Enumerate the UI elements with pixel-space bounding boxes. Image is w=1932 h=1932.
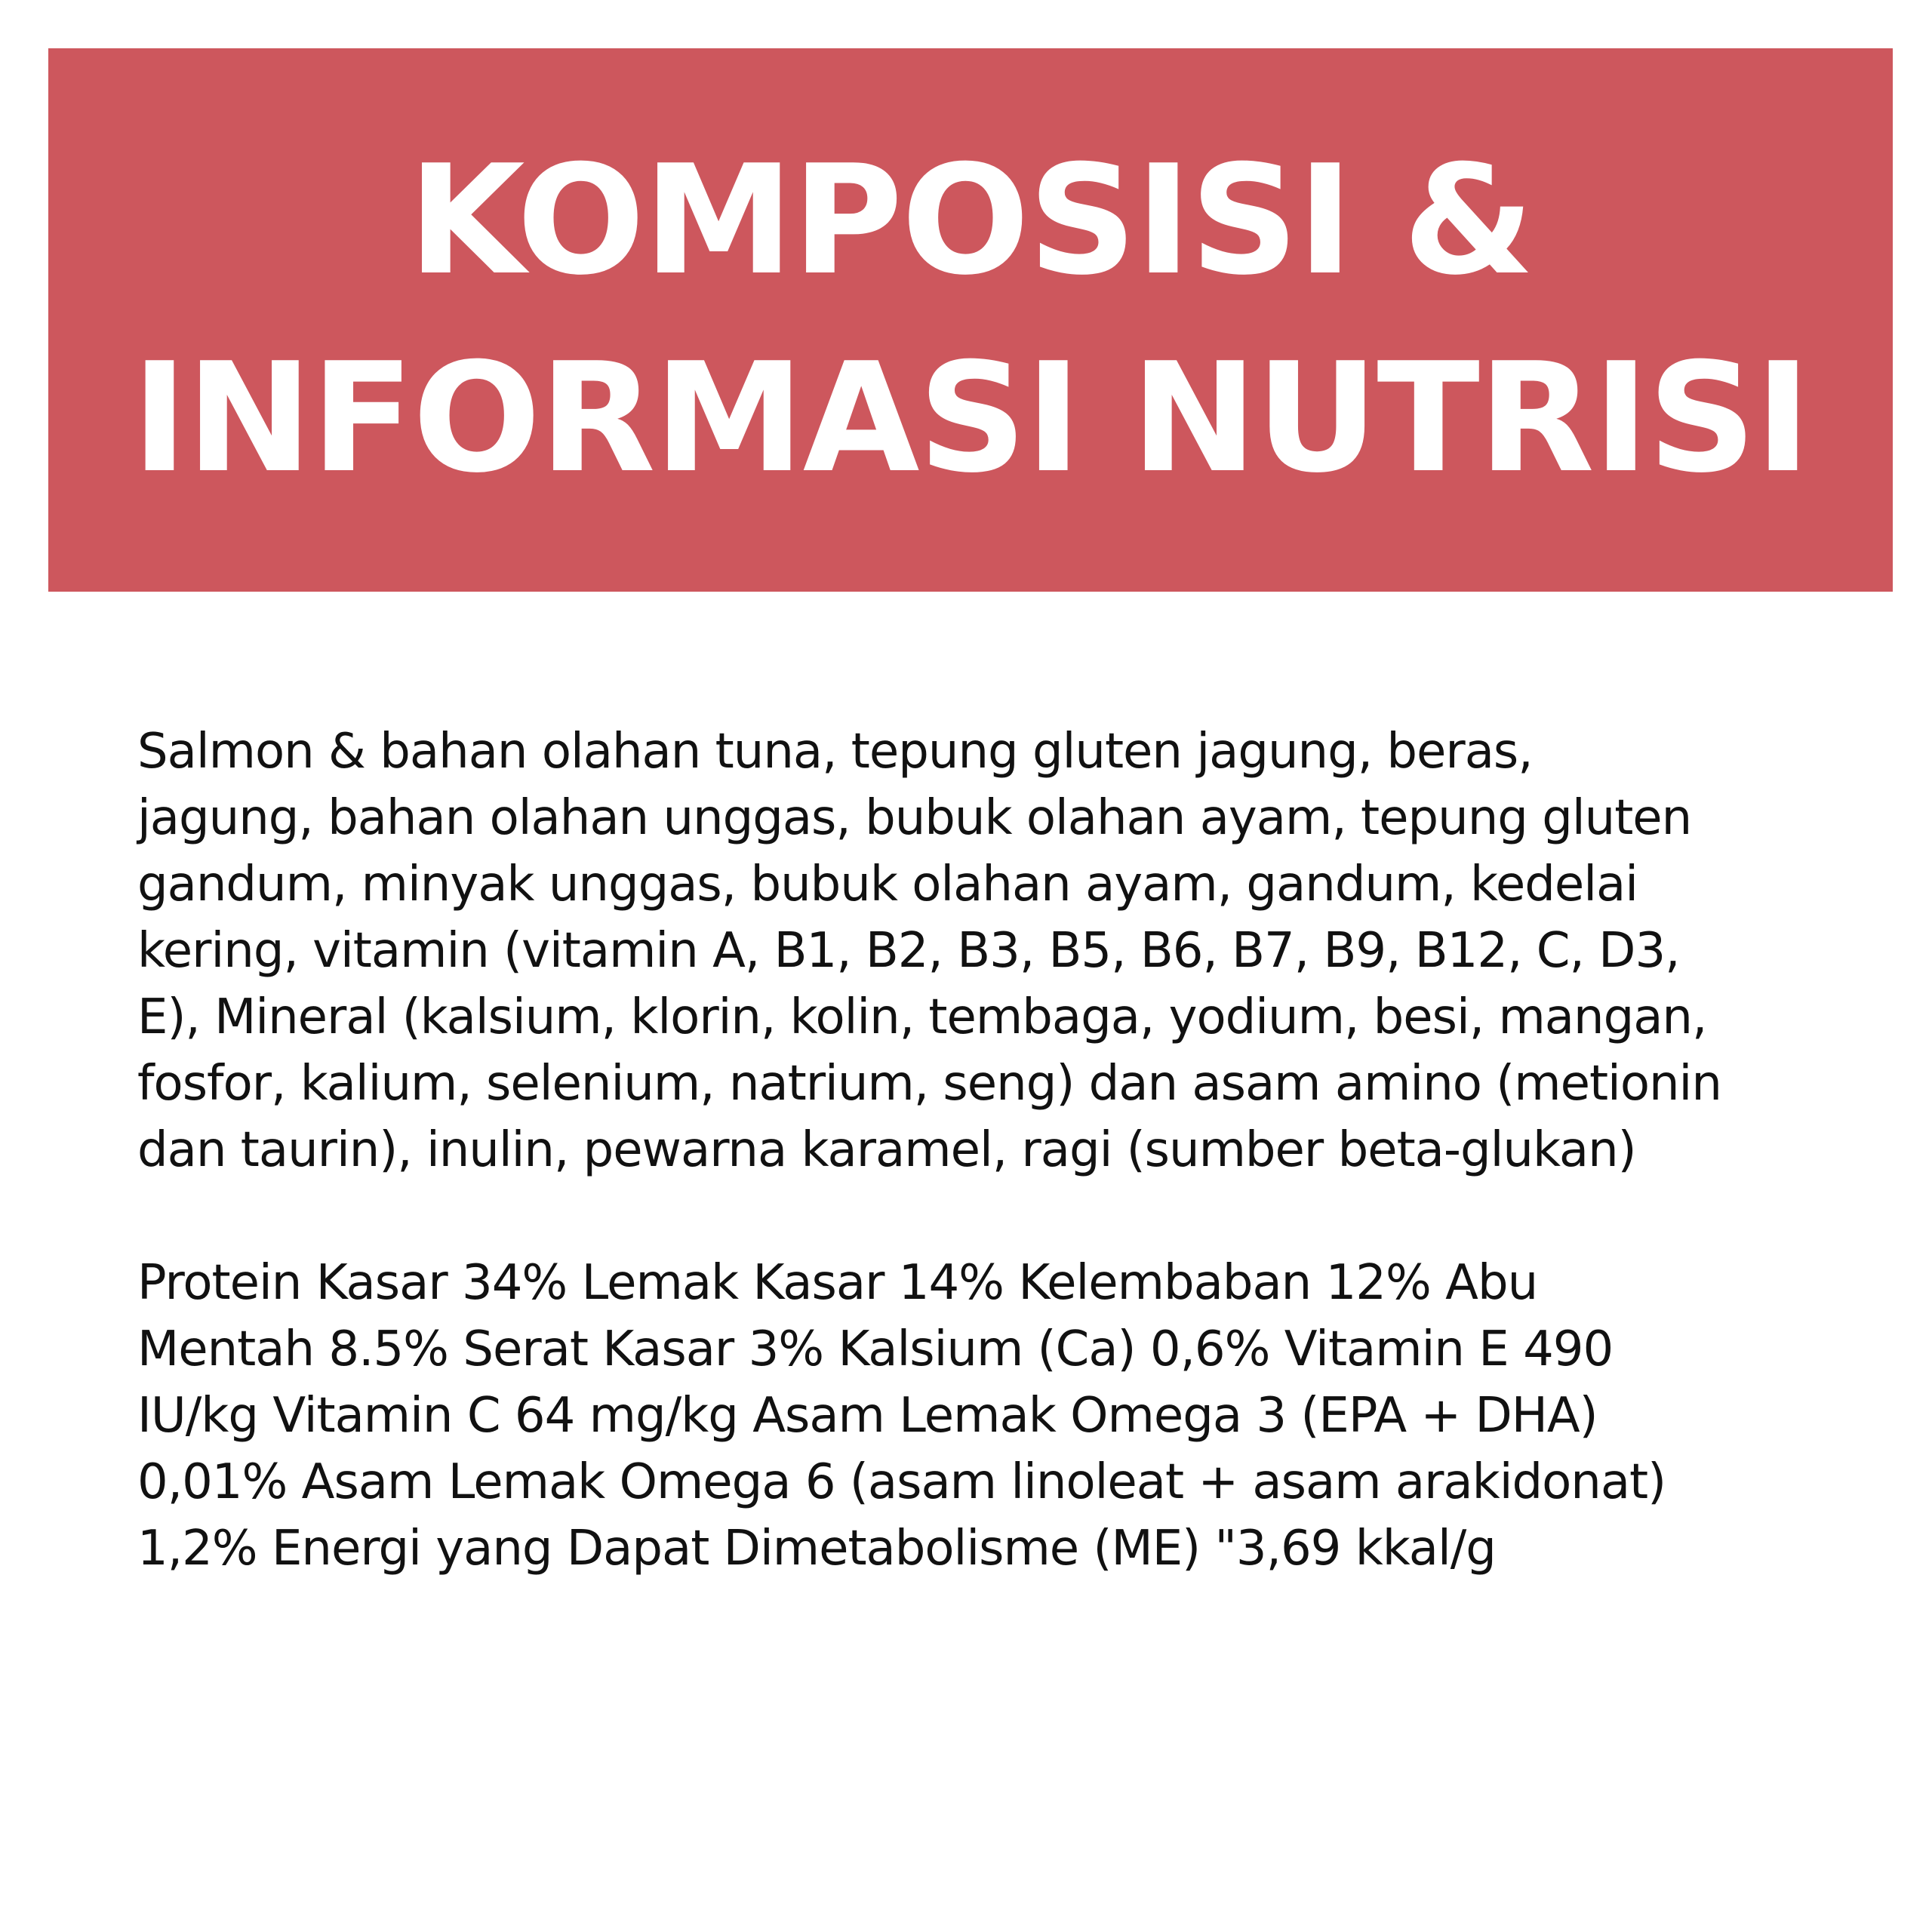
nutrition-line: Mentah 8.5% Serat Kasar 3% Kalsium (Ca) 0,6% Vitamin E 490 <box>137 1321 1614 1377</box>
composition-paragraph <box>137 718 1828 1183</box>
nutrition-line: 1,2% Energi yang Dapat Dimetabolisme (ME) "3,69 kkal/g <box>137 1521 1496 1577</box>
paragraph-spacer <box>137 1183 1828 1250</box>
composition-line: jagung, bahan olahan unggas, bubuk olahan ayam, tepung gluten <box>137 790 1692 846</box>
header-banner <box>48 48 1893 592</box>
nutrition-line: 0,01% Asam Lemak Omega 6 (asam linoleat + asam arakidonat) <box>137 1454 1666 1510</box>
nutrition-line: IU/kg Vitamin C 64 mg/kg Asam Lemak Omega 3 (EPA + DHA) <box>137 1388 1598 1444</box>
nutrition-paragraph <box>137 1250 1828 1582</box>
composition-line: Salmon & bahan olahan tuna, tepung gluten jagung, beras, <box>137 724 1533 780</box>
composition-line: E), Mineral (kalsium, klorin, kolin, tembaga, yodium, besi, mangan, <box>137 989 1707 1045</box>
composition-line: dan taurin), inulin, pewarna karamel, ragi (sumber beta-glukan) <box>137 1122 1636 1178</box>
page-title-line-2: INFORMASI NUTRISI <box>131 331 1810 506</box>
composition-line: kering, vitamin (vitamin A, B1, B2, B3, B5, B6, B7, B9, B12, C, D3, <box>137 923 1680 979</box>
content-area <box>137 718 1828 1582</box>
page-title-line-1: KOMPOSISI & <box>408 133 1534 309</box>
nutrition-line: Protein Kasar 34% Lemak Kasar 14% Kelembaban 12% Abu <box>137 1255 1538 1311</box>
composition-line: fosfor, kalium, selenium, natrium, seng) dan asam amino (metionin <box>137 1056 1721 1112</box>
composition-line: gandum, minyak unggas, bubuk olahan ayam, gandum, kedelai <box>137 857 1638 912</box>
